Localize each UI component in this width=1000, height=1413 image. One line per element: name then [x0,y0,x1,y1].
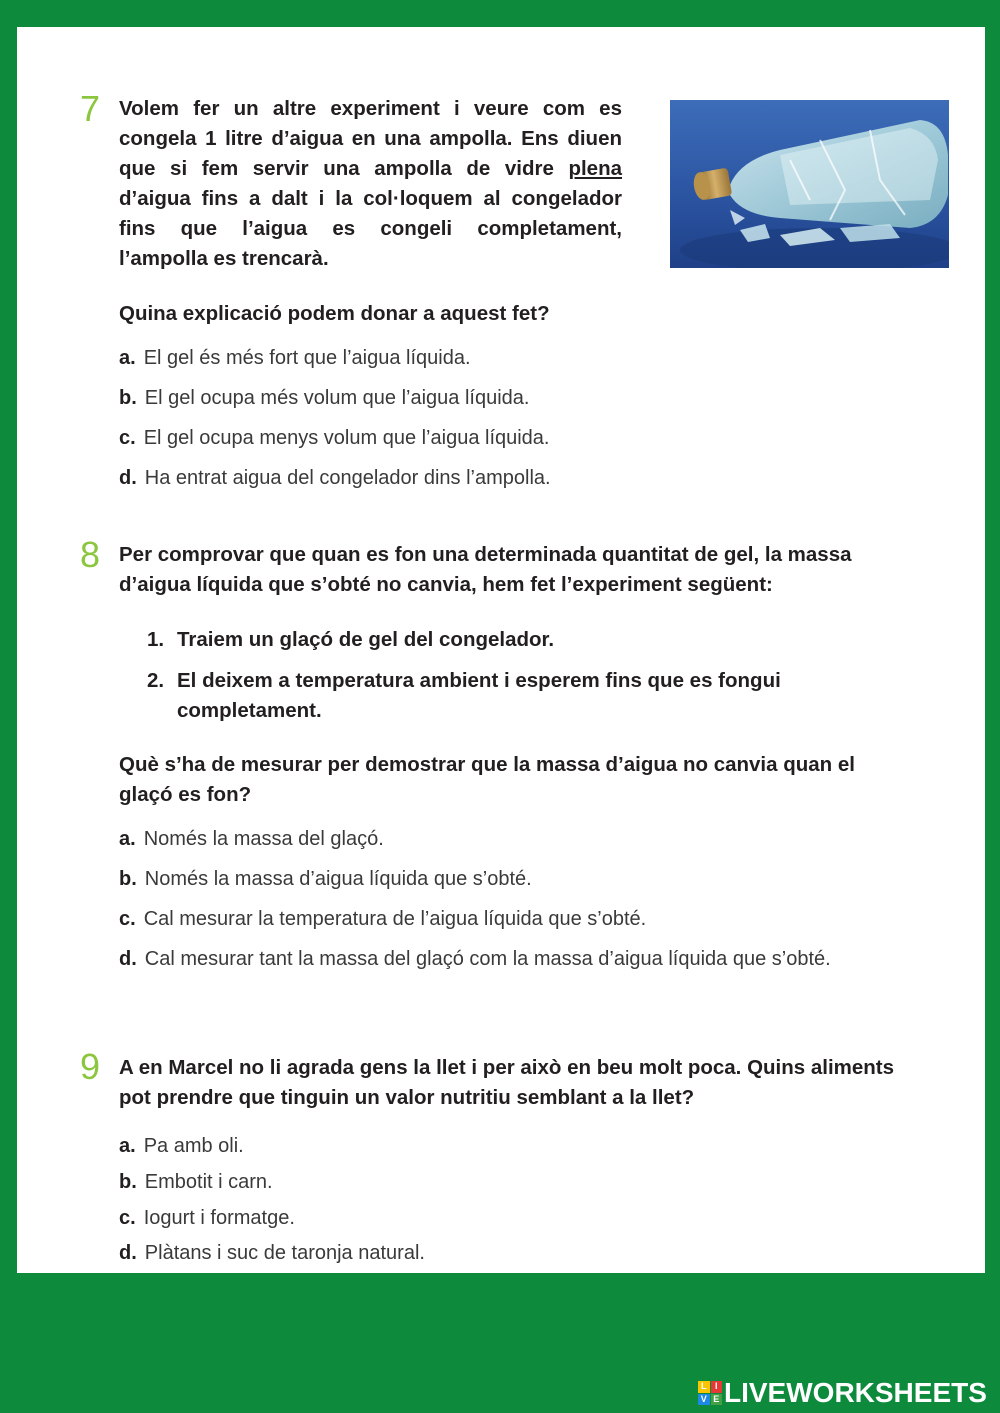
option-text: El gel ocupa més volum que l’aigua líquida. [144,387,530,409]
question-9-number: 9 [80,1046,101,1087]
question-7-intro [119,94,622,274]
q8-step-2 [147,666,781,726]
q9-line-1: A en Marcel no li agrada gens la llet i per això en beu molt poca. Quins aliments [119,1056,895,1079]
q9-option-c[interactable] [119,1205,295,1231]
option-text: Embotit i carn. [144,1171,273,1193]
option-text: Ha entrat aigua del congelador dins l’ampolla. [144,467,551,489]
question-7-number: 7 [80,88,101,129]
option-text: El gel és més fort que l’aigua líquida. [143,347,471,369]
option-text: Cal mesurar la temperatura de l’aigua líquida que s’obté. [143,908,647,930]
q7-line-2: congela 1 litre d’aigua en una ampolla. Ens diuen [119,127,622,150]
option-letter: b. [119,387,137,409]
q7-line-4: d’aigua fins a dalt i la col·loquem al congelador [119,187,622,210]
q7-line-3-text: que si fem servir una ampolla de vidre [119,157,569,180]
question-8-number: 8 [80,534,101,575]
option-letter: c. [119,1207,136,1229]
q7-line-3 [119,154,622,184]
logo-mark-v: V [698,1394,710,1406]
option-letter: b. [119,1171,137,1193]
q9-option-b[interactable] [119,1169,273,1195]
q8-option-d[interactable] [119,946,831,972]
worksheet-page [17,27,985,1273]
q7-option-d[interactable] [119,465,551,491]
q9-line-2: pot prendre que tinguin un valor nutritiu semblant a la llet? [119,1086,695,1109]
q8-step-1 [147,625,554,655]
q9-option-d[interactable] [119,1240,425,1266]
option-text: Iogurt i formatge. [143,1207,295,1229]
question-8-intro [119,540,959,600]
liveworksheets-logo[interactable] [698,1378,994,1408]
step-number: 1. [147,628,165,651]
logo-mark-i: I [711,1381,723,1393]
q9-option-a[interactable] [119,1133,244,1159]
q8-prompt-line-1: Què s’ha de mesurar per demostrar que la massa d’aigua no canvia quan el [119,753,855,776]
q7-underlined-word: plena [568,157,622,180]
q7-option-c[interactable] [119,425,550,451]
option-letter: c. [119,427,136,449]
step-text: Traiem un glaçó de gel del congelador. [177,628,555,651]
option-text: Només la massa del glaçó. [143,828,384,850]
option-letter: d. [119,467,137,489]
option-text: Només la massa d’aigua líquida que s’obté. [144,868,532,890]
q8-option-c[interactable] [119,906,646,932]
logo-mark-e: E [711,1394,723,1406]
option-letter: a. [119,828,136,850]
step-text-cont: completament. [177,699,322,722]
option-text: Cal mesurar tant la massa del glaçó com la massa d’aigua líquida que s’obté. [144,948,831,970]
q7-option-b[interactable] [119,385,529,411]
frozen-bottle-illustration [670,100,949,268]
option-letter: b. [119,868,137,890]
q7-option-a[interactable] [119,345,471,371]
question-7-prompt: Quina explicació podem donar a aquest fet? [119,302,550,325]
q8-line-2: d’aigua líquida que s’obté no canvia, hem fet l’experiment següent: [119,573,773,596]
q7-line-5: fins que l’aigua es congeli completament, [119,217,622,240]
option-letter: a. [119,1135,136,1157]
liveworksheets-logo-text: LIVEWORKSHEETS [724,1377,987,1408]
option-letter: c. [119,908,136,930]
option-letter: d. [119,1242,137,1264]
logo-mark-l: L [698,1381,710,1393]
liveworksheets-logo-icon [698,1381,722,1405]
q8-option-b[interactable] [119,866,532,892]
q7-line-6: l’ampolla es trencarà. [119,247,329,270]
option-letter: a. [119,347,136,369]
step-number: 2. [147,669,165,692]
q8-option-a[interactable] [119,826,384,852]
option-text: Pa amb oli. [143,1135,244,1157]
question-9-intro [119,1053,979,1113]
frozen-bottle-image [670,100,949,268]
q8-prompt-line-2: glaçó es fon? [119,783,252,806]
option-letter: d. [119,948,137,970]
step-text: El deixem a temperatura ambient i esperem fins que es fongui [177,669,781,692]
question-8-prompt [119,750,959,810]
q8-line-1: Per comprovar que quan es fon una determinada quantitat de gel, la massa [119,543,852,566]
q7-line-1: Volem fer un altre experiment i veure com es [119,97,622,120]
option-text: Plàtans i suc de taronja natural. [144,1242,425,1264]
option-text: El gel ocupa menys volum que l’aigua líquida. [143,427,550,449]
